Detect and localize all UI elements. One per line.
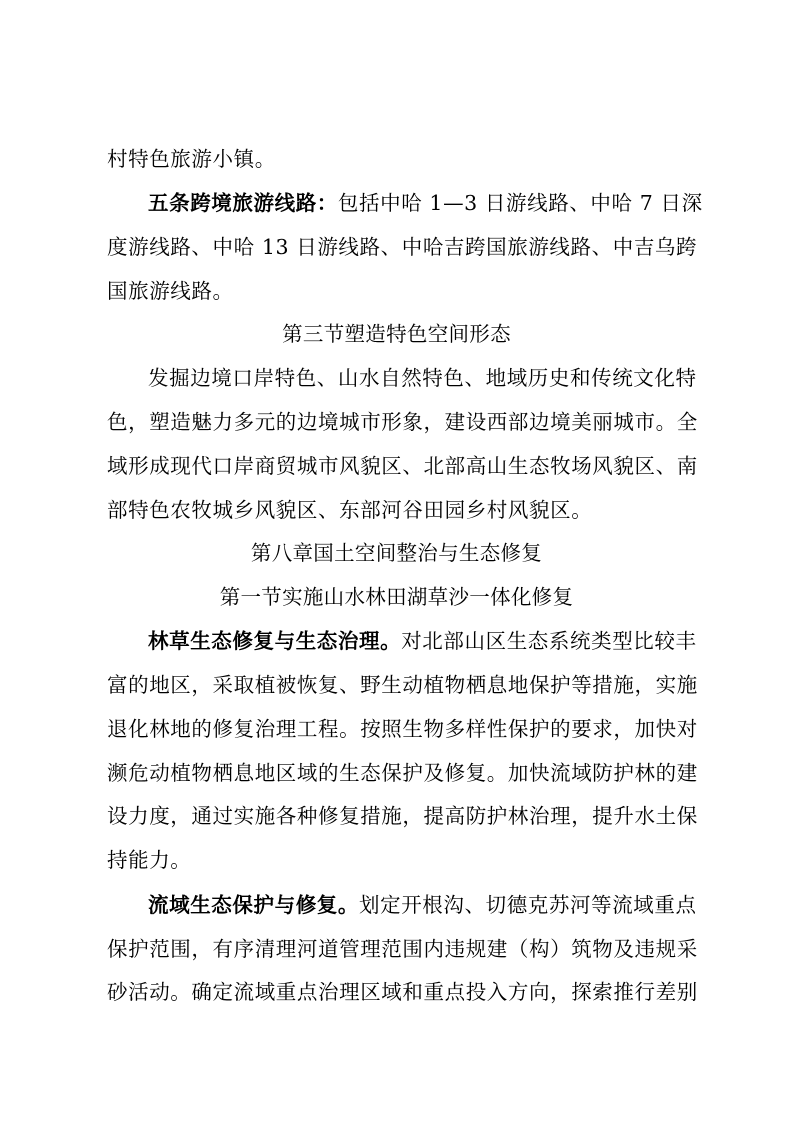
text-span: 划定开根沟、切德克苏河等流域重点: [359, 893, 697, 917]
paragraph-line: [148, 188, 703, 218]
paragraph-line: [148, 626, 697, 656]
paragraph-line: [148, 890, 697, 920]
paragraph-line: 国旅游线路。: [107, 279, 234, 303]
paragraph-line: 濒危动植物栖息地区域的生态保护及修复。加快流域防护林的建: [107, 761, 698, 785]
section-heading: 第三节塑造特色空间形态: [282, 322, 511, 346]
paragraph-line: [107, 144, 693, 174]
paragraph-line: 保护范围，有序清理河道管理范围内违规建（构）筑物及违规采: [107, 937, 698, 961]
text-span: 对北部山区生态系统类型比较丰: [401, 629, 697, 653]
bold-lead: 流域生态保护与修复。: [148, 893, 359, 917]
paragraph-line: 发掘边境口岸特色、山水自然特色、地域历史和传统文化特: [148, 366, 697, 390]
paragraph-line: 部特色农牧城乡风貌区、东部河谷田园乡村风貌区。: [107, 498, 593, 522]
section-heading: 第一节实施山水林田湖草沙一体化修复: [219, 585, 574, 609]
text-span: 包括中哈 1—3 日游线路、中哈 7 日深: [337, 191, 703, 215]
paragraph-line: 砂活动。确定流域重点治理区域和重点投入方向，探索推行差别: [107, 980, 698, 1004]
paragraph-line: 退化林地的修复治理工程。按照生物多样性保护的要求，加快对: [107, 717, 698, 741]
paragraph-line: 色，塑造魅力多元的边境城市形象，建设西部边境美丽城市。全: [107, 410, 698, 434]
paragraph-line: 富的地区，采取植被恢复、野生动植物栖息地保护等措施，实施: [107, 673, 698, 697]
text-span: 村特色旅游小镇。: [107, 147, 276, 171]
paragraph-line: 设力度，通过实施各种修复措施，提高防护林治理，提升水土保: [107, 804, 698, 828]
paragraph-line: 度游线路、中哈 13 日游线路、中哈吉跨国旅游线路、中吉乌跨: [107, 235, 698, 259]
chapter-heading: 第八章国土空间整治与生态修复: [250, 541, 543, 565]
bold-lead: 五条跨境旅游线路：: [148, 191, 338, 215]
paragraph-line: 域形成现代口岸商贸城市风貌区、北部高山生态牧场风貌区、南: [107, 454, 698, 478]
bold-lead: 林草生态修复与生态治理。: [148, 629, 402, 653]
paragraph-line: 持能力。: [107, 848, 192, 872]
